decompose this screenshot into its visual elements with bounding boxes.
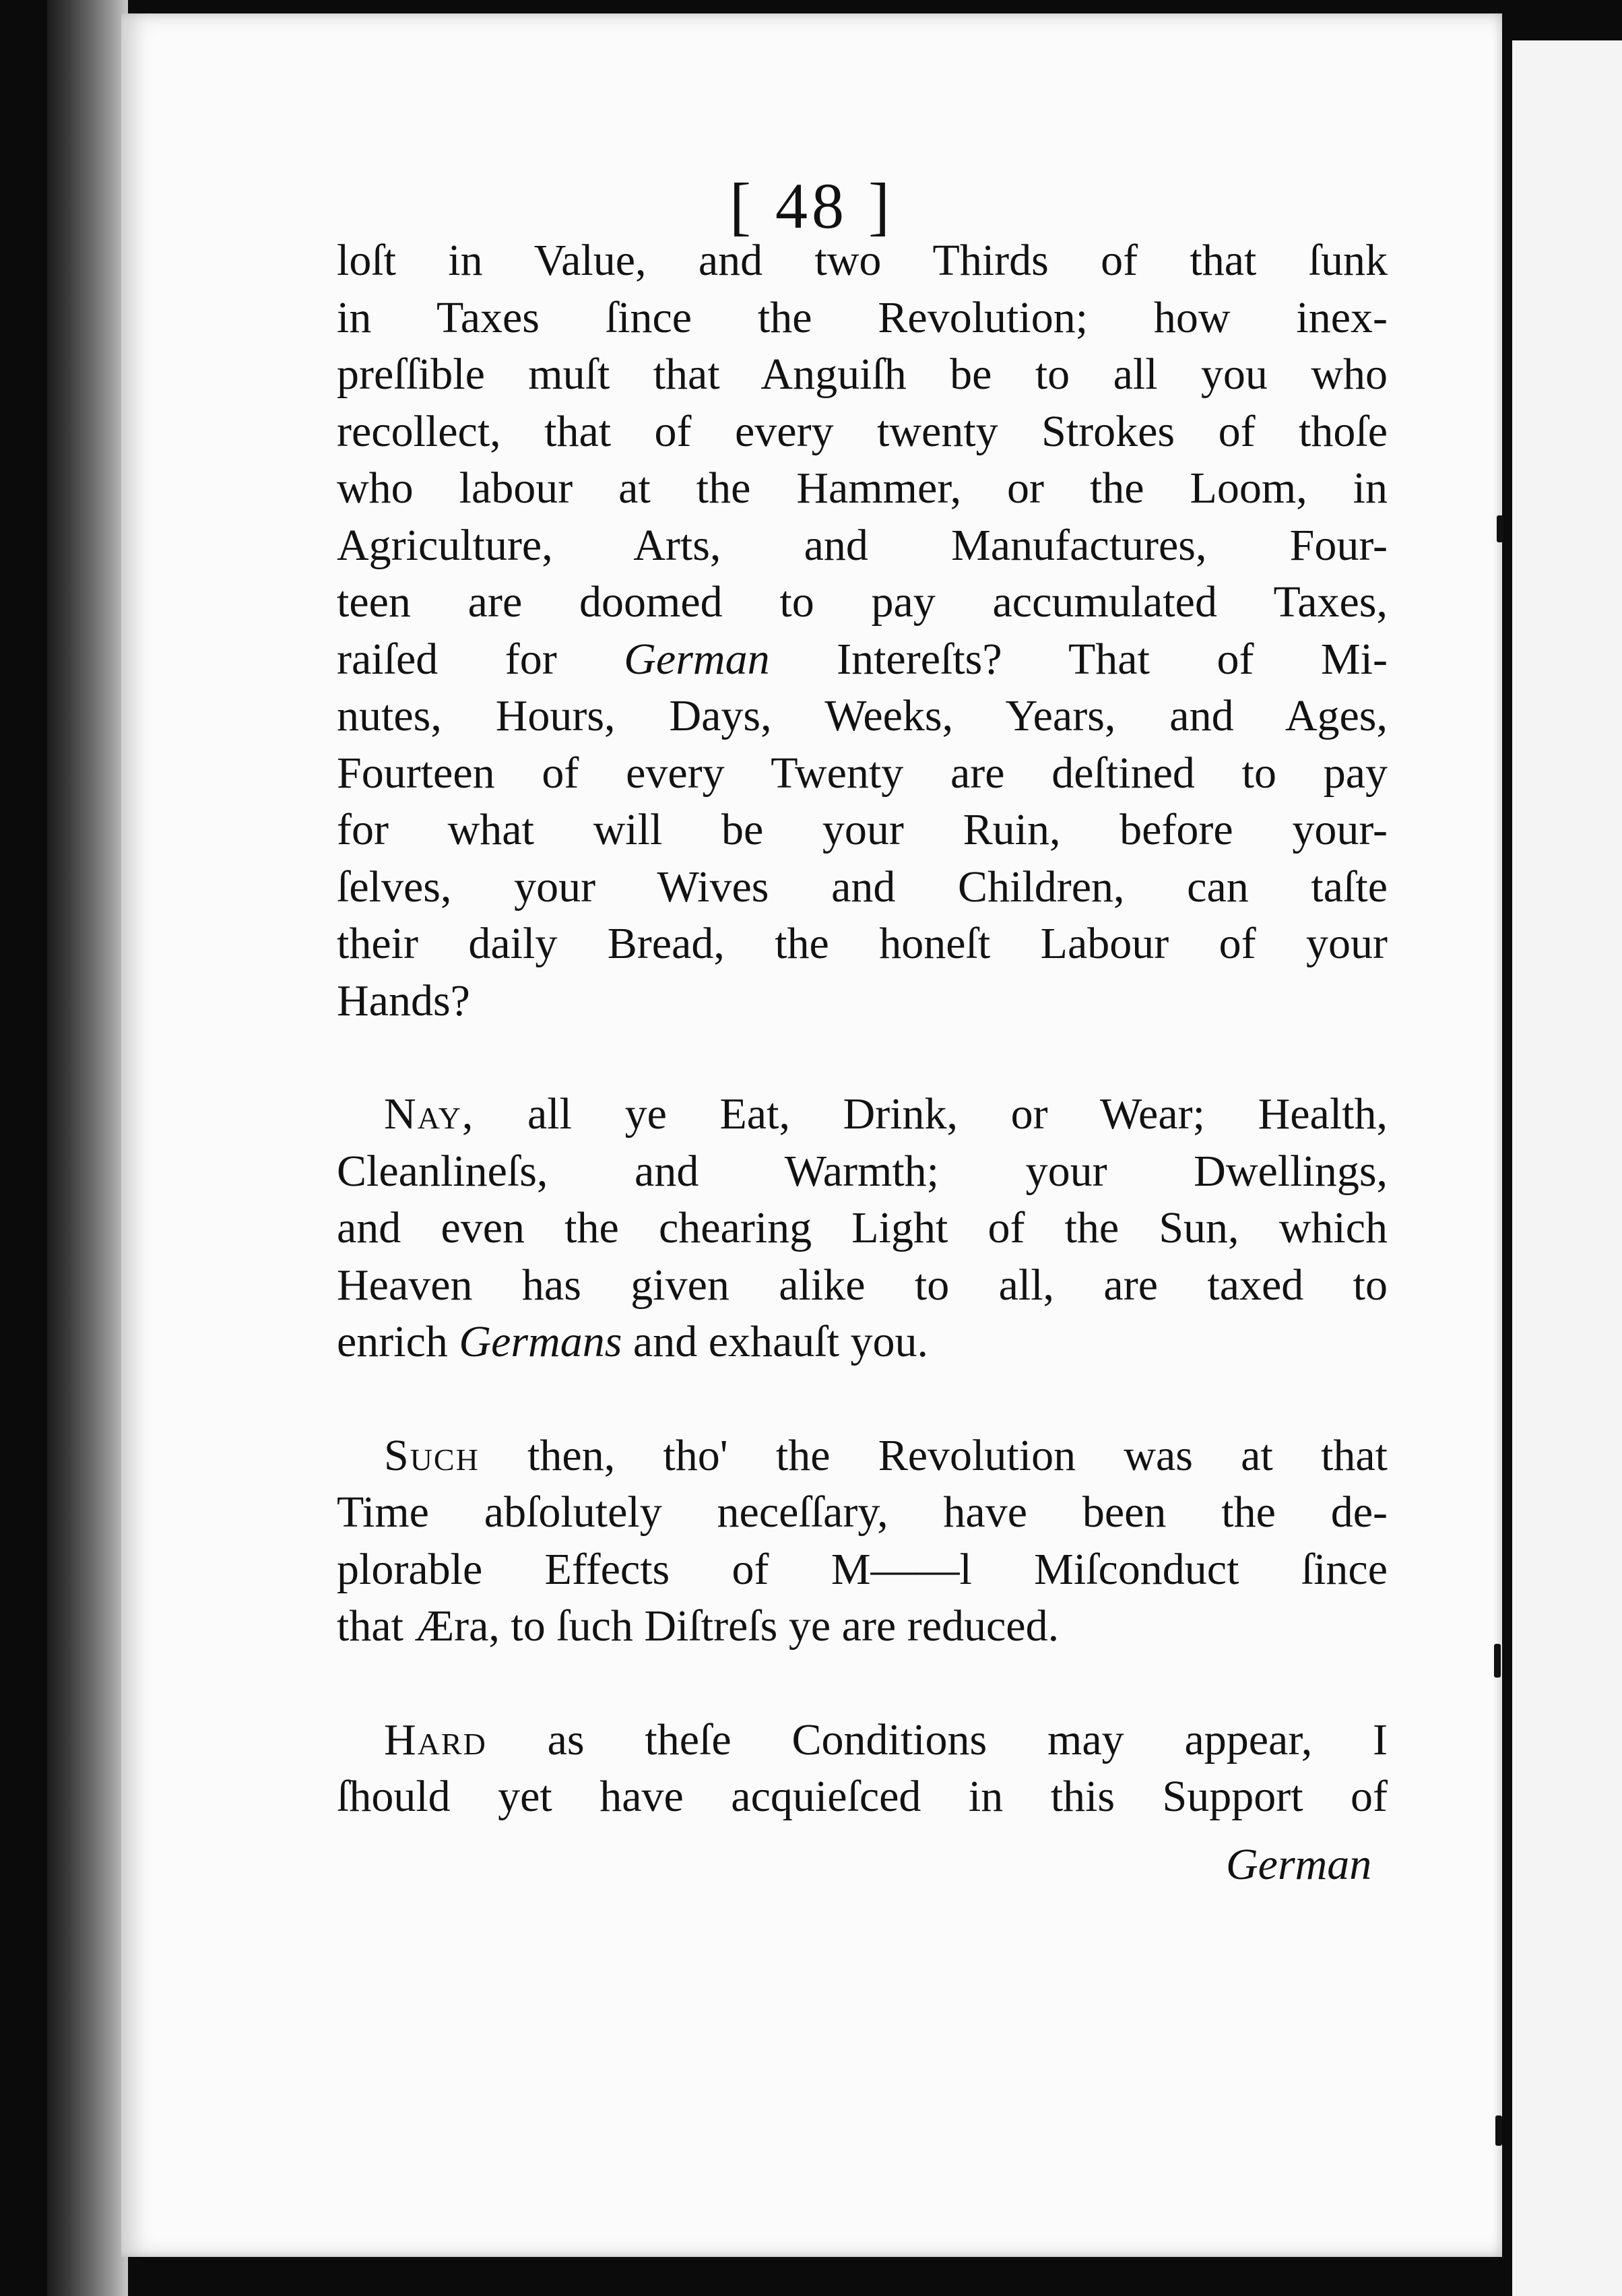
book-binding-shadow [47,0,128,2296]
text-line: who labour at the Hammer, or the Loom, in [337,464,1388,513]
paragraph-lead-word: Such [384,1430,480,1480]
text-line [337,1428,1388,1485]
text-line: raiſed for German Intereſts? That of Mi- [337,634,1388,684]
text-line: teen are doomed to pay accumulated Taxes, [337,577,1388,627]
text-line: ſhould yet have acquieſced in this Support of [337,1772,1388,1821]
facing-page-edge [1512,40,1622,2296]
text-line: Agriculture, Arts, and Manufactures, Four- [337,520,1388,570]
text-line-rest: then, tho' the Revolution was at that [479,1430,1388,1480]
scan-mark [1494,1644,1501,1678]
text-line: enrich Germans and exhauſt you. [337,1317,928,1366]
scan-mark [1495,2115,1502,2146]
text-line: preſſible muſt that Anguiſh be to all you who [337,350,1388,399]
text-line: nutes, Hours, Days, Weeks, Years, and Ages, [337,691,1388,740]
paragraph-2 [337,1086,1388,1371]
text-line: plorable Effects of M——l Miſconduct ſince [337,1544,1388,1594]
paragraph-1 [337,232,1388,1029]
text-line: in Taxes ſince the Revolution; how inex- [337,292,1388,342]
text-line: Time abſolutely neceſſary, have been the de- [337,1488,1388,1537]
text-line: recollect, that of every twenty Strokes of thoſe [337,406,1388,456]
paragraph-3 [337,1428,1388,1655]
text-line: for what will be your Ruin, before your- [337,805,1388,854]
text-line: Heaven has given alike to all, are taxed to [337,1260,1388,1310]
text-line: Hands? [337,976,470,1025]
text-line-rest: all ye Eat, Drink, or Wear; Health, [474,1089,1388,1139]
paragraph-4 [337,1712,1388,1826]
catchword: German [1226,1840,1372,1889]
text-line: their daily Bread, the honeſt Labour of your [337,919,1388,968]
text-line: ſelves, your Wives and Children, can taſte [337,862,1388,912]
text-line [337,1086,1388,1143]
text-line [337,1712,1388,1769]
page-number: [ 48 ] [729,170,894,242]
text-line: and even the chearing Light of the Sun, which [337,1203,1388,1252]
paragraph-lead-word: Hard [384,1715,487,1764]
scan-mark [1497,515,1503,542]
paragraph-lead-word: Nay, [384,1089,475,1139]
text-line: loſt in Value, and two Thirds of that ſunk [337,236,1388,285]
text-line-rest: as theſe Conditions may appear, I [486,1715,1388,1764]
text-line: Cleanlineſs, and Warmth; your Dwellings, [337,1146,1388,1196]
text-line: Fourteen of every Twenty are deſtined to pay [337,748,1388,798]
page-body-text [337,232,1388,1826]
text-line: that Æra, to ſuch Diſtreſs ye are reduced. [337,1601,1060,1651]
